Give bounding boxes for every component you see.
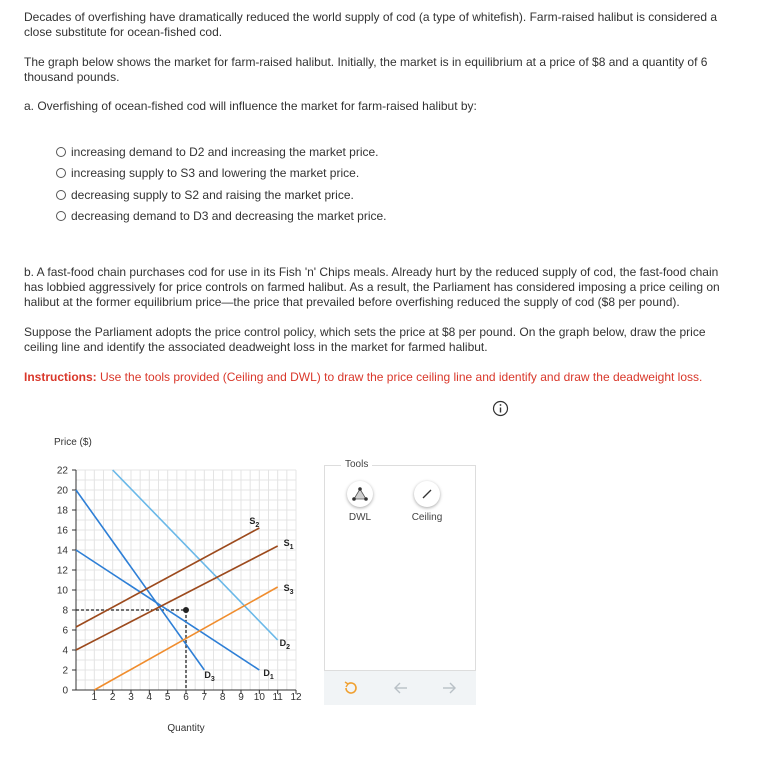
dwl-tool[interactable] (340, 481, 380, 523)
y-tick-label: 20 (56, 485, 68, 497)
part-a-options (56, 141, 387, 227)
redo-icon[interactable] (440, 679, 458, 697)
y-tick-label: 12 (56, 565, 68, 577)
undo-icon[interactable] (392, 679, 410, 697)
triangle-tool-icon (352, 487, 368, 501)
y-tick-label: 2 (62, 665, 68, 677)
x-tick-label: 9 (238, 692, 244, 703)
ceiling-label: Ceiling (411, 512, 443, 523)
equilibrium-point (183, 607, 189, 613)
radio-button[interactable] (56, 190, 66, 200)
y-tick-label: 6 (62, 625, 68, 637)
tools-title: Tools (341, 459, 372, 470)
y-tick-label: 22 (56, 465, 68, 477)
radio-button[interactable] (56, 168, 66, 178)
x-axis-label: Quantity (167, 723, 205, 734)
curve-label-s1: $S_1$ (283, 538, 294, 551)
x-tick-label: 4 (146, 692, 153, 703)
x-tick-label: 1 (91, 692, 98, 703)
curve-label-s2: $S_2$ (249, 516, 260, 529)
radio-button[interactable] (56, 211, 66, 221)
radio-button[interactable] (56, 147, 66, 157)
part-b-policy-text: Suppose the Parliament adopts the price control policy, which sets the price at $8 per pound. On the graph below, draw the price ceiling line and identify the associated deadweight loss in the market for farmed halibut. (24, 325, 706, 354)
x-tick-label: 6 (183, 692, 189, 703)
chart-grid (72, 470, 296, 694)
y-tick-label: 18 (56, 505, 68, 517)
tool-action-bar (324, 671, 476, 705)
curve-label-d1: $D_1$ (263, 668, 274, 681)
ceiling-tool[interactable] (407, 481, 447, 523)
tools-panel (324, 459, 476, 671)
curve-label-d3: $D_3$ (204, 670, 215, 683)
x-tick-label: 10 (253, 692, 265, 703)
x-tick-label: 11 (272, 692, 283, 703)
supply-demand-graph[interactable] (0, 420, 330, 750)
x-tick-label: 7 (201, 692, 208, 703)
chart-labels (54, 437, 302, 734)
y-tick-label: 8 (62, 605, 68, 617)
option-increase-demand-d2[interactable]: increasing demand to D2 and increasing the market price. (56, 141, 387, 163)
y-tick-label: 14 (56, 545, 68, 557)
part-b-text: b. A fast-food chain purchases cod for use in its Fish 'n' Chips meals. Already hurt by the reduced supply of cod, the fast-food chain has lobbied aggressively for price controls on farmed halibut. As a result, the Parliament has considered imposing a price ceiling on halibut at the former equilibrium price—the price that prevailed before overfishing reduced the supply of cod ($8 per pound). (24, 265, 720, 309)
dwl-label: DWL (348, 512, 372, 523)
x-tick-label: 3 (128, 692, 134, 703)
option-decrease-demand-d3[interactable]: decreasing demand to D3 and decreasing the market price. (56, 206, 387, 228)
curve-label-s3: $S_3$ (283, 583, 294, 596)
option-decrease-supply-s2[interactable]: decreasing supply to S2 and raising the market price. (56, 184, 387, 206)
line-tool-icon (420, 487, 434, 501)
y-tick-label: 10 (56, 585, 68, 597)
reset-icon[interactable] (342, 679, 360, 697)
curve-label-d2: $D_2$ (279, 638, 291, 651)
instructions: Instructions: Use the tools provided (Ceiling and DWL) to draw the price ceiling line and identify and draw the deadweight loss. (24, 370, 703, 384)
option-increase-supply-s3[interactable]: increasing supply to S3 and lowering the market price. (56, 163, 387, 185)
y-tick-label: 0 (62, 685, 68, 697)
part-a-question: a. Overfishing of ocean-fished cod will influence the market for farm-raised halibut by: (24, 99, 477, 113)
x-tick-label: 8 (219, 692, 226, 703)
y-tick-label: 16 (56, 525, 68, 537)
info-icon[interactable] (492, 400, 509, 417)
setup-text: The graph below shows the market for farm-raised halibut. Initially, the market is in equilibrium at a price of $8 and a quantity of 6 thousand pounds. (24, 55, 708, 84)
x-tick-label: 12 (290, 692, 302, 703)
x-tick-label: 2 (109, 692, 116, 703)
intro-text: Decades of overfishing have dramatically reduced the world supply of cod (a type of whitefish). Farm-raised halibut is considered a close substitute for ocean-fished cod. (24, 10, 718, 39)
y-tick-label: 4 (62, 645, 68, 657)
y-axis-label: Price ($) (54, 437, 92, 448)
x-tick-label: 5 (164, 692, 171, 703)
